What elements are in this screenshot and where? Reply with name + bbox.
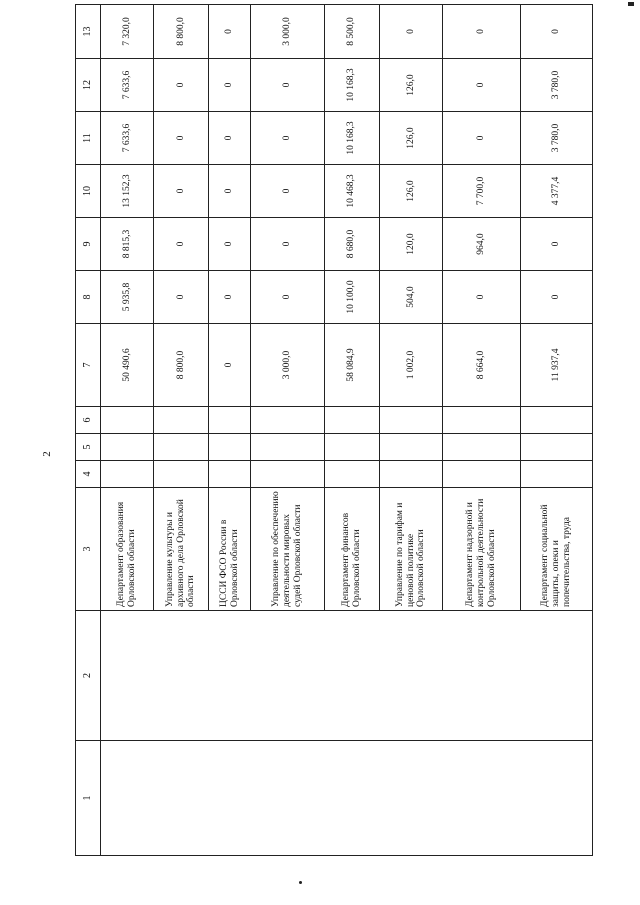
- header-cell: 8: [76, 271, 101, 324]
- value-cell-c9: 0: [208, 218, 250, 271]
- empty-cell: [324, 461, 379, 488]
- value-cell-c10: 10 468,3: [324, 165, 379, 218]
- value-cell-c9: 0: [251, 218, 325, 271]
- value-cell-c12: 7 633,6: [101, 59, 154, 112]
- empty-cell: [324, 434, 379, 461]
- value-cell-c13: 3 000,0: [251, 5, 325, 59]
- table-row: [101, 5, 154, 856]
- value-cell-c12: 0: [443, 59, 521, 112]
- department-name-cell: ЦССИ ФСО России в Орловской области: [208, 488, 250, 611]
- empty-cell: [521, 407, 593, 434]
- empty-cell: [443, 434, 521, 461]
- header-cell: 12: [76, 59, 101, 112]
- empty-cell: [379, 461, 442, 488]
- value-cell-c11: 0: [208, 112, 250, 165]
- value-cell-c13: 8 500,0: [324, 5, 379, 59]
- empty-cell: [208, 461, 250, 488]
- empty-cell: [154, 407, 209, 434]
- value-cell-c13: 0: [379, 5, 442, 59]
- value-cell-c8: 5 935,8: [101, 271, 154, 324]
- empty-cell: [101, 407, 154, 434]
- value-cell-c8: 10 100,0: [324, 271, 379, 324]
- department-name-cell: Департамент финансов Орловской области: [324, 488, 379, 611]
- empty-cell: [251, 407, 325, 434]
- value-cell-c7: 1 002,0: [379, 324, 442, 407]
- empty-cell: [154, 461, 209, 488]
- budget-table: [75, 4, 593, 856]
- value-cell-c11: 126,0: [379, 112, 442, 165]
- empty-cell: [251, 461, 325, 488]
- empty-cell: [154, 434, 209, 461]
- value-cell-c12: 3 780,0: [521, 59, 593, 112]
- value-cell-c8: 0: [251, 271, 325, 324]
- value-cell-c8: 0: [521, 271, 593, 324]
- header-cell: 4: [76, 461, 101, 488]
- value-cell-c7: 58 084,9: [324, 324, 379, 407]
- value-cell-c11: 10 168,3: [324, 112, 379, 165]
- value-cell-c9: 120,0: [379, 218, 442, 271]
- merged-cell-col-2: [101, 611, 593, 741]
- value-cell-c13: 8 800,0: [154, 5, 209, 59]
- value-cell-c7: 11 937,4: [521, 324, 593, 407]
- department-name-cell: Департамент надзорной и контрольной деятельности Орловской области: [443, 488, 521, 611]
- header-cell: 1: [76, 741, 101, 856]
- value-cell-c12: 0: [208, 59, 250, 112]
- value-cell-c13: 7 320,0: [101, 5, 154, 59]
- empty-cell: [208, 434, 250, 461]
- value-cell-c9: 8 815,3: [101, 218, 154, 271]
- header-cell: 13: [76, 5, 101, 59]
- empty-cell: [379, 407, 442, 434]
- value-cell-c11: 0: [251, 112, 325, 165]
- empty-cell: [324, 407, 379, 434]
- empty-cell: [521, 434, 593, 461]
- rotated-table-wrapper: [75, 17, 593, 856]
- header-cell: 6: [76, 407, 101, 434]
- page-number: 2: [40, 451, 53, 457]
- value-cell-c9: 964,0: [443, 218, 521, 271]
- empty-cell: [443, 461, 521, 488]
- value-cell-c11: 0: [154, 112, 209, 165]
- value-cell-c13: 0: [443, 5, 521, 59]
- value-cell-c11: 7 633,6: [101, 112, 154, 165]
- header-cell: 2: [76, 611, 101, 741]
- value-cell-c13: 0: [208, 5, 250, 59]
- value-cell-c7: 8 664,0: [443, 324, 521, 407]
- value-cell-c12: 126,0: [379, 59, 442, 112]
- scan-speck: [299, 881, 302, 884]
- header-cell: 9: [76, 218, 101, 271]
- department-name-cell: Департамент образования Орловской области: [101, 488, 154, 611]
- header-cell: 11: [76, 112, 101, 165]
- value-cell-c10: 126,0: [379, 165, 442, 218]
- value-cell-c10: 13 152,3: [101, 165, 154, 218]
- value-cell-c12: 0: [154, 59, 209, 112]
- empty-cell: [251, 434, 325, 461]
- value-cell-c12: 10 168,3: [324, 59, 379, 112]
- value-cell-c8: 0: [154, 271, 209, 324]
- value-cell-c11: 3 780,0: [521, 112, 593, 165]
- department-name-cell: Департамент социальной защиты, опеки и попечительства, труда: [521, 488, 593, 611]
- empty-cell: [379, 434, 442, 461]
- header-cell: 5: [76, 434, 101, 461]
- value-cell-c7: 8 800,0: [154, 324, 209, 407]
- value-cell-c10: 7 700,0: [443, 165, 521, 218]
- empty-cell: [101, 434, 154, 461]
- value-cell-c7: 50 490,6: [101, 324, 154, 407]
- empty-cell: [208, 407, 250, 434]
- header-row: [76, 5, 101, 856]
- value-cell-c9: 8 680,0: [324, 218, 379, 271]
- value-cell-c10: 4 377,4: [521, 165, 593, 218]
- empty-cell: [443, 407, 521, 434]
- header-cell: 10: [76, 165, 101, 218]
- value-cell-c13: 0: [521, 5, 593, 59]
- value-cell-c7: 3 000,0: [251, 324, 325, 407]
- value-cell-c10: 0: [208, 165, 250, 218]
- department-name-cell: Управление по обеспечению деятельности мировых судей Орловской области: [251, 488, 325, 611]
- value-cell-c9: 0: [521, 218, 593, 271]
- value-cell-c12: 0: [251, 59, 325, 112]
- value-cell-c7: 0: [208, 324, 250, 407]
- value-cell-c8: 504,0: [379, 271, 442, 324]
- value-cell-c10: 0: [154, 165, 209, 218]
- empty-cell: [521, 461, 593, 488]
- value-cell-c10: 0: [251, 165, 325, 218]
- table-body: [76, 5, 593, 856]
- value-cell-c8: 0: [208, 271, 250, 324]
- value-cell-c11: 0: [443, 112, 521, 165]
- value-cell-c9: 0: [154, 218, 209, 271]
- header-cell: 3: [76, 488, 101, 611]
- scan-mark: [628, 2, 634, 6]
- value-cell-c8: 0: [443, 271, 521, 324]
- empty-cell: [101, 461, 154, 488]
- department-name-cell: Управление по тарифам и ценовой политике Орловской области: [379, 488, 442, 611]
- department-name-cell: Управление культуры и архивного дела Орловской области: [154, 488, 209, 611]
- merged-cell-col-1: [101, 741, 593, 856]
- header-cell: 7: [76, 324, 101, 407]
